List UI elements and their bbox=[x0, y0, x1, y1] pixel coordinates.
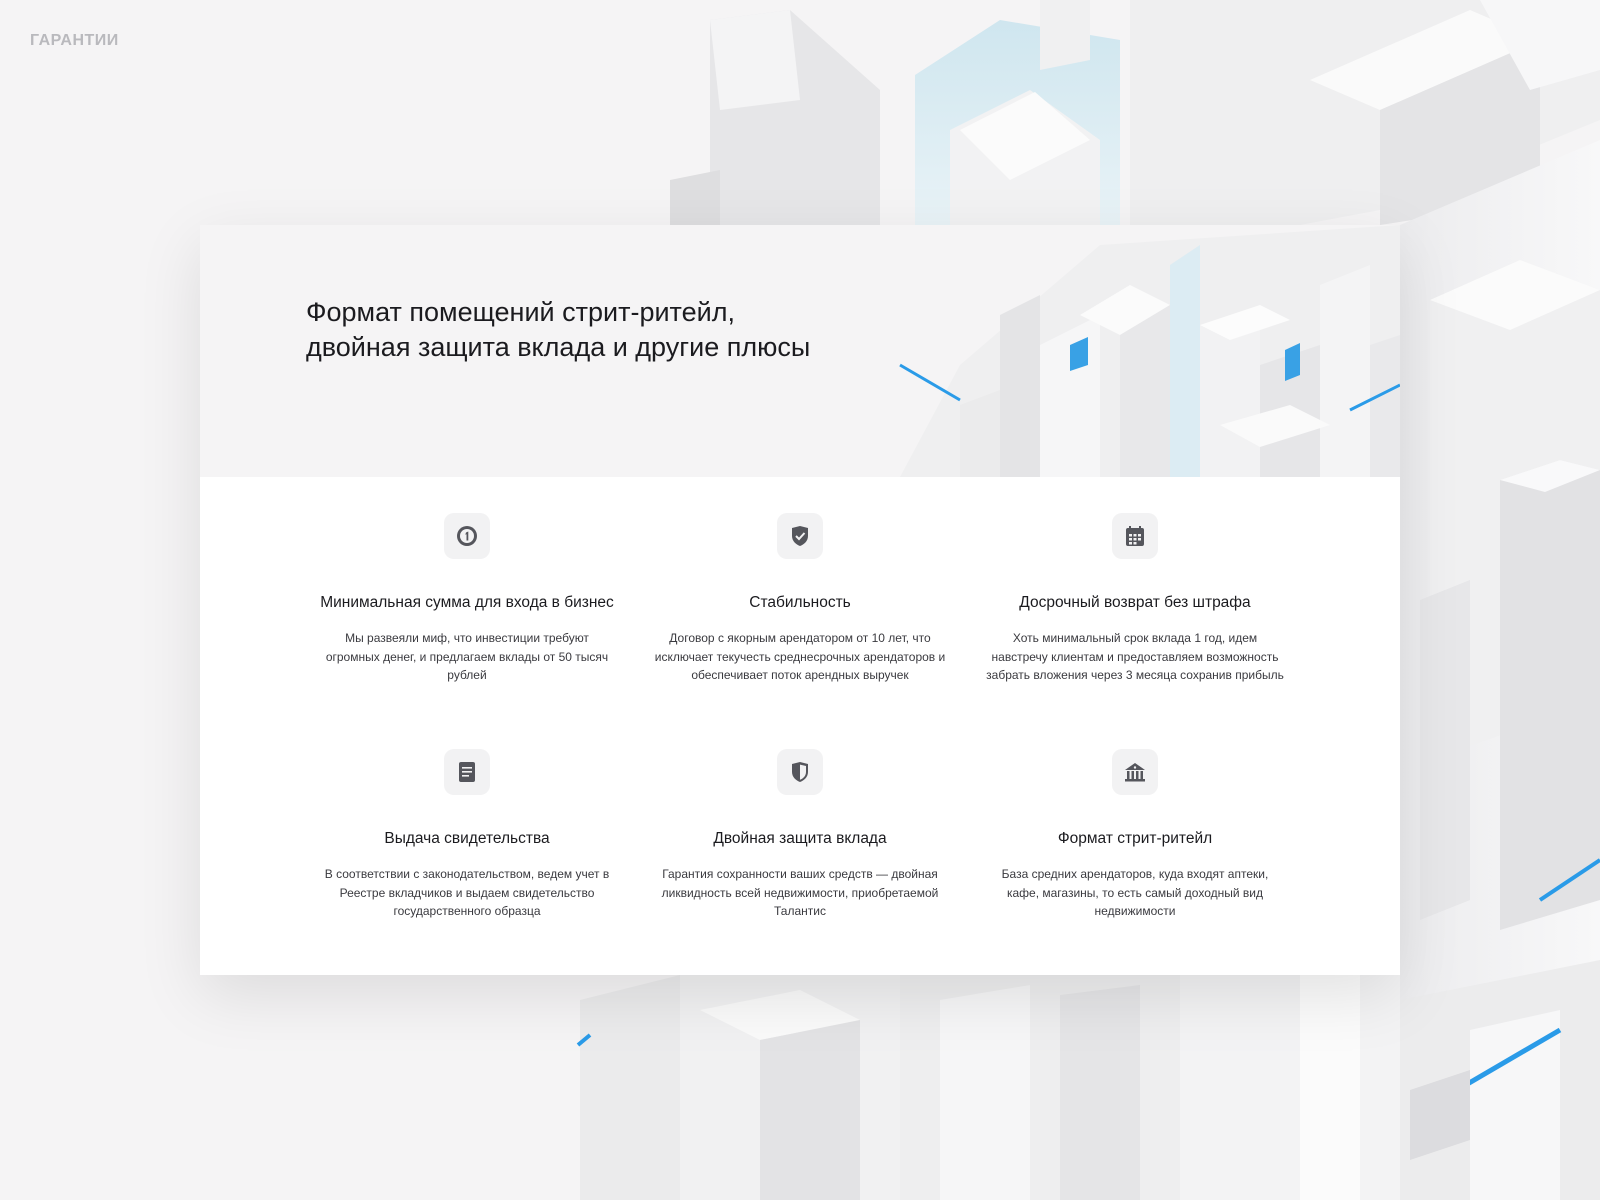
feature-min-amount bbox=[317, 513, 617, 685]
feature-text: В соответствии с законодательством, ведем учет в Реестре вкладчиков и выдаем свидетельство государственного образца bbox=[324, 867, 610, 918]
feature-double-protection bbox=[650, 749, 950, 921]
feature-text: Хоть минимальный срок вклада 1 год, идем навстречу клиентам и предоставляем возможность забрать вложения через 3 месяца сохранив прибыль bbox=[986, 631, 1284, 682]
card-title: Формат помещений стрит-ритейл, двойная защита вклада и другие плюсы bbox=[306, 297, 811, 362]
feature-early-return bbox=[985, 513, 1285, 685]
feature-title: Минимальная сумма для входа в бизнес bbox=[320, 594, 614, 611]
card-header bbox=[200, 225, 1400, 477]
feature-text: Мы развеяли миф, что инвестиции требуют огромных денег, и предлагаем вклады от 50 тысяч рублей bbox=[325, 631, 609, 682]
features-grid bbox=[200, 477, 1400, 975]
feature-stability bbox=[650, 513, 950, 685]
feature-text: Гарантия сохранности ваших средств — двойная ликвидность всей недвижимости, приобретаемой Талантис bbox=[661, 867, 939, 918]
feature-certificate bbox=[317, 749, 617, 921]
feature-text: База средних арендаторов, куда входят аптеки, кафе, магазины, то есть самый доходный вид недвижимости bbox=[1001, 867, 1269, 918]
section-label: ГАРАНТИИ bbox=[30, 32, 119, 49]
feature-title: Формат стрит-ритейл bbox=[1057, 830, 1213, 847]
half-shield-icon bbox=[777, 749, 823, 795]
feature-street-retail bbox=[985, 749, 1285, 921]
feature-title: Выдача свидетельства bbox=[384, 830, 550, 847]
feature-text: Договор с якорным арендатором от 10 лет, что исключает текучесть среднесрочных арендаторов и обеспечивает поток арендных выручек bbox=[654, 631, 946, 682]
calendar-icon bbox=[1112, 513, 1158, 559]
guarantees-card bbox=[200, 225, 1400, 975]
bank-building-icon bbox=[1112, 749, 1158, 795]
coin-one-icon bbox=[444, 513, 490, 559]
shield-check-icon bbox=[777, 513, 823, 559]
feature-title: Досрочный возврат без штрафа bbox=[1019, 594, 1251, 611]
feature-title: Двойная защита вклада bbox=[713, 830, 887, 847]
feature-title: Стабильность bbox=[749, 594, 851, 611]
document-icon bbox=[444, 749, 490, 795]
